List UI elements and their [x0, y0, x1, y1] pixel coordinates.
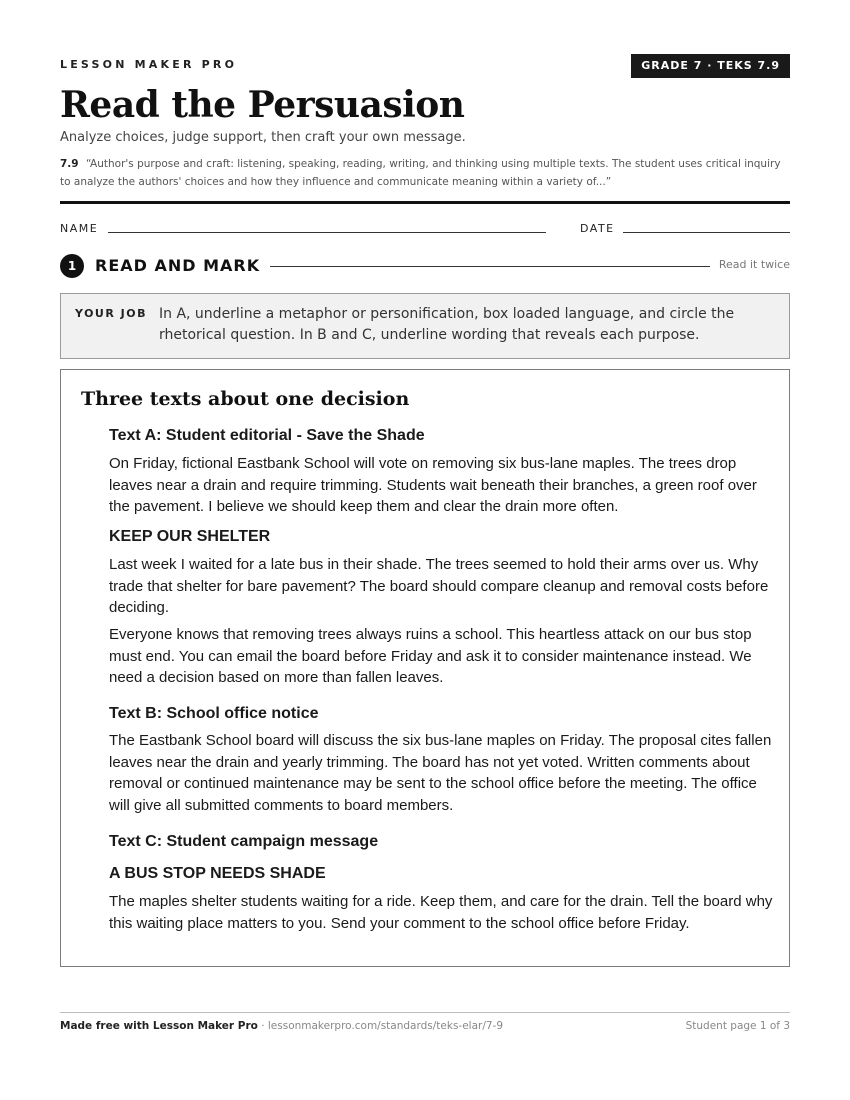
grade-badge: GRADE 7 · TEKS 7.9 — [631, 54, 790, 78]
text-b-paragraph-1: The Eastbank School board will discuss the six bus-lane maples on Friday. The proposal cites fallen leaves near the drain and yearly trimming. The board has not yet voted. Written comments about removal or continued maintenance may be sent to the school office before the meeting. The office will give all submitted comments to board members. — [109, 732, 772, 814]
page-title: Read the Persuasion — [60, 84, 465, 126]
section-number-badge: 1 — [60, 254, 84, 278]
section-header — [60, 254, 790, 278]
text-c-subheading: A BUS STOP NEEDS SHADE — [109, 865, 326, 882]
standard-code: 7.9 — [60, 158, 79, 170]
text-c-paragraph-1: The maples shelter students waiting for a ride. Keep them, and care for the drain. Tell the board why this waiting place matters to you. Send your comment to the school office before Friday. — [109, 893, 773, 932]
name-label: NAME — [60, 222, 99, 235]
footer-url-link[interactable]: lessonmakerpro.com/standards/teks-elar/7-9 — [267, 1020, 504, 1032]
brand-name: LESSON MAKER PRO — [60, 58, 238, 71]
footer-divider — [60, 1012, 790, 1013]
footer-credit — [60, 1020, 503, 1032]
reading-passages-box — [60, 369, 790, 967]
text-a-subheading: KEEP OUR SHELTER — [109, 528, 271, 545]
text-a-paragraph-1: On Friday, fictional Eastbank School will vote on removing six bus-lane maples. The trees drop leaves near a drain and require trimming. Students wait beneath their branches, a green roof over the pavement. I believe we should keep them and clear the drain more often. — [109, 455, 757, 515]
section-note: Read it twice — [718, 258, 790, 271]
name-field[interactable] — [108, 232, 546, 233]
date-field[interactable] — [623, 232, 790, 233]
instructions-label: YOUR JOB — [75, 307, 147, 320]
text-a-paragraph-3: Everyone knows that removing trees always ruins a school. This heartless attack on our bus stop must end. You can email the board before Friday and ask it to consider maintenance instead. We need a decision based on more than fallen leaves. — [109, 626, 752, 686]
worksheet-page — [60, 0, 790, 1100]
instructions-text: In A, underline a metaphor or personification, box loaded language, and circle the rhetorical question. In B and C, underline wording that reveals each purpose. — [159, 306, 735, 343]
standard-text: “Author's purpose and craft: listening, speaking, reading, writing, and thinking using multiple texts. The student uses critical inquiry to analyze the authors' choices and how they influence and communicate meaning within a variety of...” — [60, 158, 781, 188]
text-b-title: Text B: School office notice — [109, 705, 319, 722]
footer-separator: · — [257, 1020, 268, 1032]
text-a-paragraph-2: Last week I waited for a late bus in their shade. The trees seemed to hold their arms over us. Why trade that shelter for bare pavement? The board should compare cleanup and removal costs before deciding. — [109, 556, 769, 616]
standard-description — [60, 155, 790, 191]
header-divider — [60, 201, 790, 204]
footer-made-with: Made free with Lesson Maker Pro — [60, 1020, 258, 1032]
section-title: READ AND MARK — [95, 256, 261, 275]
page-subtitle: Analyze choices, judge support, then craft your own message. — [60, 130, 466, 145]
text-c-title: Text C: Student campaign message — [109, 833, 379, 850]
section-rule — [270, 266, 710, 267]
text-a-title: Text A: Student editorial - Save the Shade — [109, 427, 425, 444]
date-label: DATE — [580, 222, 615, 235]
passages-heading: Three texts about one decision — [81, 388, 410, 410]
instructions-box — [60, 293, 790, 359]
footer-page-number: Student page 1 of 3 — [685, 1020, 790, 1032]
